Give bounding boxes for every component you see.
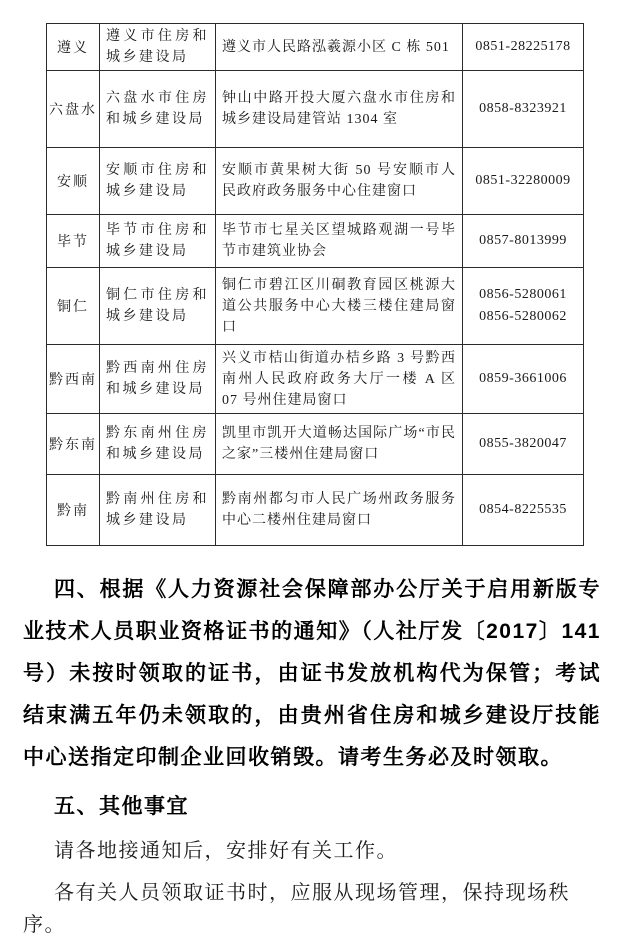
address-cell: 凯里市凯开大道畅达国际广场“市民之家”三楼州住建局窗口 — [216, 414, 463, 475]
bureau-cell: 六盘水市住房和城乡建设局 — [100, 71, 216, 148]
address-cell: 毕节市七星关区望城路观湖一号毕节市建筑业协会 — [216, 215, 463, 268]
bureau-cell: 黔南州住房和城乡建设局 — [100, 475, 216, 546]
document-page — [0, 23, 634, 936]
city-cell: 毕节 — [47, 215, 100, 268]
city-cell: 铜仁 — [47, 268, 100, 345]
bureau-cell: 安顺市住房和城乡建设局 — [100, 148, 216, 215]
phone-number: 0858-8323921 — [479, 100, 567, 116]
phone-number: 0851-32280009 — [475, 172, 571, 188]
phone-number: 0855-3820047 — [479, 435, 567, 451]
section-5-line-2: 各有关人员领取证书时，应服从现场管理，保持现场秩序。 — [23, 882, 570, 936]
table-row — [47, 71, 584, 148]
bureau-cell: 毕节市住房和城乡建设局 — [100, 215, 216, 268]
city-cell: 安顺 — [47, 148, 100, 215]
table-row — [47, 268, 584, 345]
table-row — [47, 475, 584, 546]
address-cell: 铜仁市碧江区川硐教育园区桃源大道公共服务中心大楼三楼住建局窗口 — [216, 268, 463, 345]
city-cell: 六盘水 — [47, 71, 100, 148]
bureau-cell: 铜仁市住房和城乡建设局 — [100, 268, 216, 345]
section-5-line-1: 请各地接通知后，安排好有关工作。 — [54, 840, 398, 862]
table-row — [47, 414, 584, 475]
section-4-paragraph: 四、根据《人力资源社会保障部办公厅关于启用新版专业技术人员职业资格证书的通知》（人社厅发〔2017〕141 号）未按时领取的证书，由证书发放机构代为保管；考试结束满五年仍未领取的，由贵州省住房和城乡建设厅技能中心送指定印制企业回收销毁。请考生务必及时领取。 — [23, 578, 601, 769]
phone-number: 0857-8013999 — [479, 232, 567, 248]
table-row — [47, 215, 584, 268]
address-cell: 遵义市人民路泓羲源小区 C 栋 501 — [216, 24, 463, 71]
phone-cell — [463, 71, 584, 148]
certificate-pickup-locations-table — [46, 23, 584, 546]
phone-number: 0854-8225535 — [479, 501, 567, 517]
bureau-cell: 黔西南州住房和城乡建设局 — [100, 345, 216, 414]
table-row — [47, 24, 584, 71]
table-row — [47, 345, 584, 414]
phone-number: 0851-28225178 — [475, 38, 571, 54]
address-cell: 安顺市黄果树大街 50 号安顺市人民政府政务服务中心住建窗口 — [216, 148, 463, 215]
address-cell: 钟山中路开投大厦六盘水市住房和城乡建设局建管站 1304 室 — [216, 71, 463, 148]
phone-cell — [463, 414, 584, 475]
bureau-cell: 黔东南州住房和城乡建设局 — [100, 414, 216, 475]
city-cell: 黔南 — [47, 475, 100, 546]
phone-number: 0859-3661006 — [479, 370, 567, 386]
phone-number-2: 0856-5280062 — [479, 309, 567, 324]
bureau-cell: 遵义市住房和城乡建设局 — [100, 24, 216, 71]
phone-cell — [463, 268, 584, 345]
address-cell: 黔南州都匀市人民广场州政务服务中心二楼州住建局窗口 — [216, 475, 463, 546]
document-body — [23, 569, 601, 941]
phone-cell — [463, 148, 584, 215]
city-cell: 黔东南 — [47, 414, 100, 475]
phone-cell — [463, 475, 584, 546]
city-cell: 黔西南 — [47, 345, 100, 414]
table-row — [47, 148, 584, 215]
phone-cell — [463, 345, 584, 414]
section-5-heading: 五、其他事宜 — [54, 795, 189, 818]
city-cell: 遵义 — [47, 24, 100, 71]
address-cell: 兴义市桔山街道办桔乡路 3 号黔西南州人民政府政务大厅一楼 A 区 07 号州住建局窗口 — [216, 345, 463, 414]
phone-cell — [463, 24, 584, 71]
phone-number: 0856-5280061 — [479, 286, 567, 302]
phone-cell — [463, 215, 584, 268]
